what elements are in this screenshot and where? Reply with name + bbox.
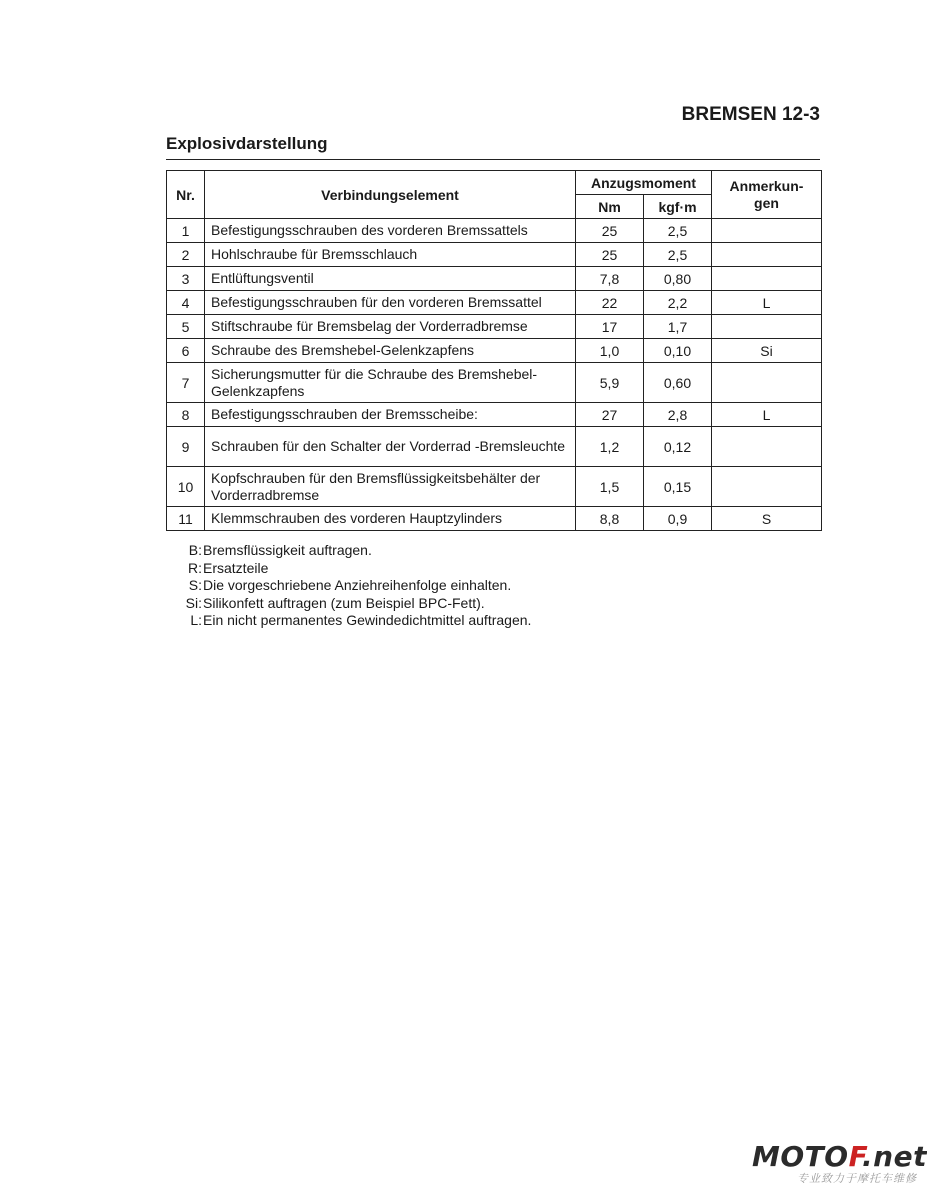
table-row [167, 291, 822, 315]
column-header-element: Verbindungselement [205, 171, 576, 219]
row-kgfm: 2,5 [644, 219, 712, 243]
row-remark [712, 427, 822, 467]
row-kgfm: 1,7 [644, 315, 712, 339]
row-element: Stiftschraube für Bremsbelag der Vorderradbremse [205, 315, 576, 339]
row-nr: 9 [167, 427, 205, 467]
row-element: Hohlschraube für Bremsschlauch [205, 243, 576, 267]
row-nr: 10 [167, 467, 205, 507]
row-nm: 17 [576, 315, 644, 339]
table-row [167, 427, 822, 467]
row-nr: 7 [167, 363, 205, 403]
row-nm: 25 [576, 243, 644, 267]
table-row [167, 363, 822, 403]
row-kgfm: 0,80 [644, 267, 712, 291]
row-kgfm: 2,5 [644, 243, 712, 267]
legend-item [170, 560, 531, 578]
legend-text: Die vorgeschriebene Anziehreihenfolge einhalten. [203, 577, 512, 593]
row-nm: 27 [576, 403, 644, 427]
section-title: Explosivdarstellung [166, 133, 820, 160]
table-row [167, 467, 822, 507]
row-kgfm: 0,10 [644, 339, 712, 363]
row-element: Befestigungsschrauben der Bremsscheibe: [205, 403, 576, 427]
row-element: Befestigungsschrauben für den vorderen Bremssattel [205, 291, 576, 315]
watermark-subtitle: 专业致力于摩托车维修 [797, 1172, 917, 1185]
row-nr: 4 [167, 291, 205, 315]
legend-key: S: [188, 577, 202, 593]
row-kgfm: 0,12 [644, 427, 712, 467]
row-nm: 22 [576, 291, 644, 315]
table-row [167, 315, 822, 339]
row-remark: L [712, 403, 822, 427]
table-row [167, 339, 822, 363]
row-remark [712, 467, 822, 507]
legend-text: Bremsflüssigkeit auftragen. [203, 542, 372, 558]
row-nm: 25 [576, 219, 644, 243]
row-kgfm: 2,2 [644, 291, 712, 315]
table-row [167, 243, 822, 267]
row-nm: 1,0 [576, 339, 644, 363]
legend-text: Ersatzteile [203, 559, 269, 576]
row-remark [712, 243, 822, 267]
row-nm: 1,5 [576, 467, 644, 507]
row-nr: 2 [167, 243, 205, 267]
legend-item [170, 595, 531, 613]
row-kgfm: 0,9 [644, 507, 712, 531]
torque-table [166, 170, 822, 531]
column-header-kgfm: kgf·m [644, 195, 712, 219]
row-nr: 11 [167, 507, 205, 531]
row-nm: 1,2 [576, 427, 644, 467]
legend [170, 542, 531, 630]
row-nr: 5 [167, 315, 205, 339]
row-nr: 1 [167, 219, 205, 243]
legend-key: R: [188, 559, 202, 576]
row-remark [712, 219, 822, 243]
row-element: Klemmschrauben des vorderen Hauptzylinders [205, 507, 576, 531]
row-remark [712, 363, 822, 403]
row-remark: L [712, 291, 822, 315]
legend-item [170, 542, 531, 560]
table-row [167, 267, 822, 291]
table-row [167, 507, 822, 531]
row-remark: S [712, 507, 822, 531]
column-header-nm: Nm [576, 195, 644, 219]
legend-item [170, 612, 531, 630]
table-row [167, 219, 822, 243]
row-element: Entlüftungsventil [205, 267, 576, 291]
page-header-title: BREMSEN 12-3 [681, 104, 820, 125]
watermark-logo-accent: F [848, 1140, 863, 1173]
row-nm: 8,8 [576, 507, 644, 531]
legend-key: L: [190, 612, 202, 628]
row-element: Befestigungsschrauben des vorderen Bremssattels [205, 219, 576, 243]
watermark-logo-text [752, 1140, 927, 1173]
legend-key: B: [188, 542, 202, 558]
row-element: Schraube des Bremshebel-Gelenkzapfens [205, 339, 576, 363]
row-nr: 6 [167, 339, 205, 363]
column-header-nr: Nr. [167, 171, 205, 219]
table-row [167, 403, 822, 427]
legend-item [170, 577, 531, 595]
legend-text: Ein nicht permanentes Gewindedichtmittel auftragen. [203, 612, 532, 628]
row-nm: 5,9 [576, 363, 644, 403]
row-remark [712, 315, 822, 339]
row-kgfm: 0,60 [644, 363, 712, 403]
watermark-logo-main: MOTO [752, 1140, 849, 1173]
row-nr: 3 [167, 267, 205, 291]
column-header-torque: Anzugsmoment [576, 171, 712, 195]
row-element: Kopfschrauben für den Bremsflüssigkeitsbehälter der Vorderradbremse [205, 467, 576, 507]
legend-key: Si: [185, 594, 202, 611]
row-element: Schrauben für den Schalter der Vorderrad -Bremsleuchte [205, 427, 576, 467]
row-nr: 8 [167, 403, 205, 427]
row-element: Sicherungsmutter für die Schraube des Bremshebel-Gelenkzapfens [205, 363, 576, 403]
watermark-logo [752, 1140, 927, 1192]
row-nm: 7,8 [576, 267, 644, 291]
watermark-logo-tail: .net [862, 1140, 927, 1173]
column-header-remarks: Anmerkun- gen [712, 171, 822, 219]
row-remark: Si [712, 339, 822, 363]
row-kgfm: 0,15 [644, 467, 712, 507]
row-kgfm: 2,8 [644, 403, 712, 427]
legend-text: Silikonfett auftragen (zum Beispiel BPC-Fett). [203, 594, 485, 611]
row-remark [712, 267, 822, 291]
